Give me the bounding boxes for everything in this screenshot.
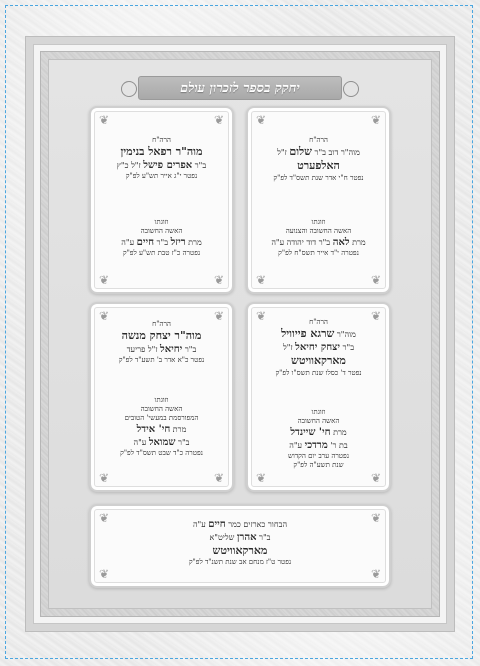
husband-block	[248, 136, 389, 183]
memorial-card-top-left	[89, 106, 234, 294]
wife-date-of-passing: נפטרה כ"ד שבט תשס"ד לפ"ק	[120, 449, 203, 458]
corner-ornament-icon: ❦	[98, 471, 110, 485]
date-of-passing: נפטר י"ג אייר תש"ע לפ"ק	[125, 172, 198, 181]
corner-ornament-icon: ❦	[255, 471, 267, 485]
husband-block	[91, 320, 232, 365]
date-of-passing: נפטר כ"א אדר ב' תשע"ד לפ"ק	[118, 356, 205, 365]
wife-date-of-passing: נפטרה כ"ז טבת תש"ע לפ"ק	[122, 249, 201, 258]
corner-ornament-icon: ❦	[370, 567, 382, 581]
date-of-passing: נפטר ט"ז מנחם אב שנת תשנ"ד לפ"ק	[188, 558, 292, 567]
title-banner	[138, 76, 342, 100]
wife-father-line: ב"ר שמואל ע"ה	[133, 437, 190, 449]
corner-ornament-icon: ❦	[213, 471, 225, 485]
wife-block	[248, 218, 389, 258]
honorific: הרה"ח	[152, 320, 171, 328]
corner-ornament-icon: ❦	[98, 273, 110, 287]
corner-ornament-icon: ❦	[98, 511, 110, 525]
wife-name-line: מרת ריזל ב"ר חיים ע"ה	[121, 237, 202, 249]
plaque-title: יחקק בספר לזכרון עולם	[180, 81, 300, 96]
name-line: מוה"ר דוב ב"ר שלום ז"ל	[277, 145, 360, 159]
corner-ornament-icon: ❦	[213, 309, 225, 323]
and-wife: וזוגתו	[154, 396, 169, 404]
wife-block	[248, 408, 389, 470]
surname: האלפערט	[297, 159, 340, 173]
corner-ornament-icon: ❦	[255, 309, 267, 323]
name-line: מוה"ר שרגא פייוויל	[281, 327, 356, 341]
wife-honorific: האשה החשובה והצנועה	[285, 227, 352, 236]
young-man-block	[91, 518, 389, 567]
corner-ornament-icon: ❦	[98, 113, 110, 127]
honorific: הרה"ח	[309, 136, 328, 144]
wife-honorific: האשה החשובה	[297, 417, 340, 426]
father-line: ב"ר אהרן שליט"א	[209, 532, 271, 543]
corner-ornament-icon: ❦	[370, 309, 382, 323]
and-wife: וזוגתו	[311, 218, 326, 226]
name-line: מוה"ר יצחק מנשה	[121, 329, 202, 343]
father-line: ב"ר אפרים פישל ז"ל כ"ץ	[116, 160, 207, 172]
date-of-passing: נפטר ד' כסלו שנת תשס"ו לפ"ק	[275, 368, 362, 377]
memorial-card-top-right	[246, 106, 391, 294]
corner-ornament-icon: ❦	[213, 273, 225, 287]
husband-block	[91, 136, 232, 181]
corner-ornament-icon: ❦	[213, 113, 225, 127]
name-line: הבחור כארזים כמר חיים ע"ה	[192, 519, 288, 530]
husband-block	[248, 318, 389, 378]
memorial-card-middle-left	[89, 302, 234, 492]
wife-date-of-passing: נפטרה י"ד אייר תשס"ח לפ"ק	[278, 249, 359, 258]
surname: מארקאוויטש	[212, 544, 268, 557]
wife-date-of-passing: נפטרה ערב יום הקדוש	[288, 452, 349, 461]
name-line: מוה"ר רפאל בנימין	[120, 145, 203, 159]
honorific: הרה"ח	[309, 318, 328, 326]
and-wife: וזוגתו	[154, 218, 169, 226]
corner-ornament-icon: ❦	[98, 567, 110, 581]
wife-honorific: האשה החשובה	[140, 405, 183, 414]
corner-ornament-icon: ❦	[255, 113, 267, 127]
memorial-card-middle-right	[246, 302, 391, 492]
wife-praise: המפורסמת במעשי' הטובים	[124, 414, 199, 423]
corner-ornament-icon: ❦	[370, 471, 382, 485]
wife-honorific: האשה החשובה	[140, 227, 183, 236]
corner-ornament-icon: ❦	[255, 273, 267, 287]
wife-year-of-passing: שנת תשע"ה לפ"ק	[293, 461, 344, 470]
wife-block	[91, 218, 232, 258]
corner-ornament-icon: ❦	[98, 309, 110, 323]
wife-name-line: מרת חי' שיינדל	[290, 427, 347, 439]
corner-ornament-icon: ❦	[370, 273, 382, 287]
honorific: הרה"ח	[152, 136, 171, 144]
memorial-card-bottom	[89, 504, 391, 588]
wife-father-line: בת ר' מרדכי ע"ה	[289, 440, 348, 452]
corner-ornament-icon: ❦	[370, 511, 382, 525]
father-line: ב"ר יצחק יחיאל ז"ל	[282, 342, 355, 354]
wife-name-line: מרת חי' אידל	[136, 424, 187, 436]
father-line: ב"ר יחיאל ז"ל פריעד	[126, 344, 197, 356]
and-wife: וזוגתו	[311, 408, 326, 416]
wife-name-line: מרת לאה ב"ר דוד יהודה ע"ה	[271, 237, 366, 249]
wife-block	[91, 396, 232, 458]
surname: מארקאוויטש	[291, 354, 346, 368]
corner-ornament-icon: ❦	[370, 113, 382, 127]
date-of-passing: נפטר ח"י אדר שנת תשס"ד לפ"ק	[273, 173, 364, 182]
